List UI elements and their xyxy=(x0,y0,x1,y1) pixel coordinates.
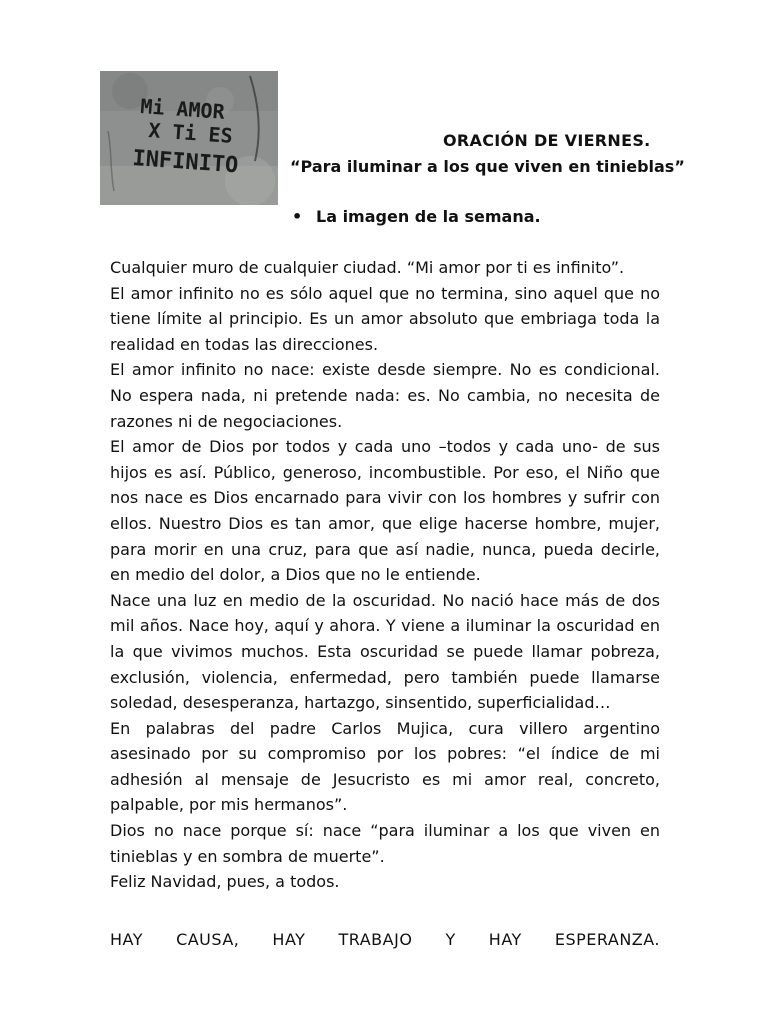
bullet-text: La imagen de la semana. xyxy=(316,207,541,226)
paragraph: Cualquier muro de cualquier ciudad. “Mi amor por ti es infinito”. xyxy=(110,258,625,277)
closing-line: HAY CAUSA, HAY TRABAJO Y HAY ESPERANZA. xyxy=(110,930,660,949)
page-title: ORACIÓN DE VIERNES. xyxy=(443,131,651,150)
paragraph: Feliz Navidad, pues, a todos. xyxy=(110,872,340,892)
paragraph: En palabras del padre Carlos Mujica, cura villero argentino asesinado por su compromiso por los pobres: “el índice de mi adhesión al mensaje de Jesucristo es mi amor real, concreto, palpable, por mis hermanos”. xyxy=(110,718,660,815)
page-subtitle: “Para iluminar a los que viven en tinieblas” xyxy=(290,157,685,176)
paragraph: El amor infinito no nace: existe desde siempre. No es condicional. No espera nada, ni pretende nada: es. No cambia, no necesita de razones ni de negociaciones. xyxy=(110,360,660,431)
body-text xyxy=(110,255,660,895)
paragraph: Nace una luz en medio de la oscuridad. No nació hace más de dos mil años. Nace hoy, aquí y ahora. Y viene a iluminar la oscuridad en la que vivimos muchos. Esta oscuridad se puede llamar pobreza, exclusión, violencia, enfermedad, pero también puede llamarse soledad, desesperanza, hartazgo, sinsentido, superficialidad… xyxy=(110,590,660,713)
paragraph: El amor infinito no es sólo aquel que no termina, sino aquel que no tiene límite al principio. Es un amor absoluto que embriaga toda la realidad en todas las direcciones. xyxy=(110,283,660,354)
graffiti-line-3: INFINITO xyxy=(131,146,240,179)
graffiti-line-2: X Ti ES xyxy=(147,118,234,148)
graffiti-photo xyxy=(100,71,278,205)
paragraph: Dios no nace porque sí: nace “para iluminar a los que viven en tinieblas y en sombra de muerte”. xyxy=(110,821,660,866)
graffiti-line-1: Mi AMOR xyxy=(139,94,226,124)
paragraph: El amor de Dios por todos y cada uno –todos y cada uno- de sus hijos es así. Público, generoso, incombustible. Por eso, el Niño que nos nace es Dios encarnado para vivir con los hombres y sufrir con ellos. Nuestro Dios es tan amor, que elige hacerse hombre, mujer, para morir en una cruz, para que así nadie, nunca, pueda decirle, en medio del dolor, a Dios que no le entiende. xyxy=(110,437,660,585)
bullet-icon: • xyxy=(292,207,303,226)
bullet-item xyxy=(292,207,541,226)
